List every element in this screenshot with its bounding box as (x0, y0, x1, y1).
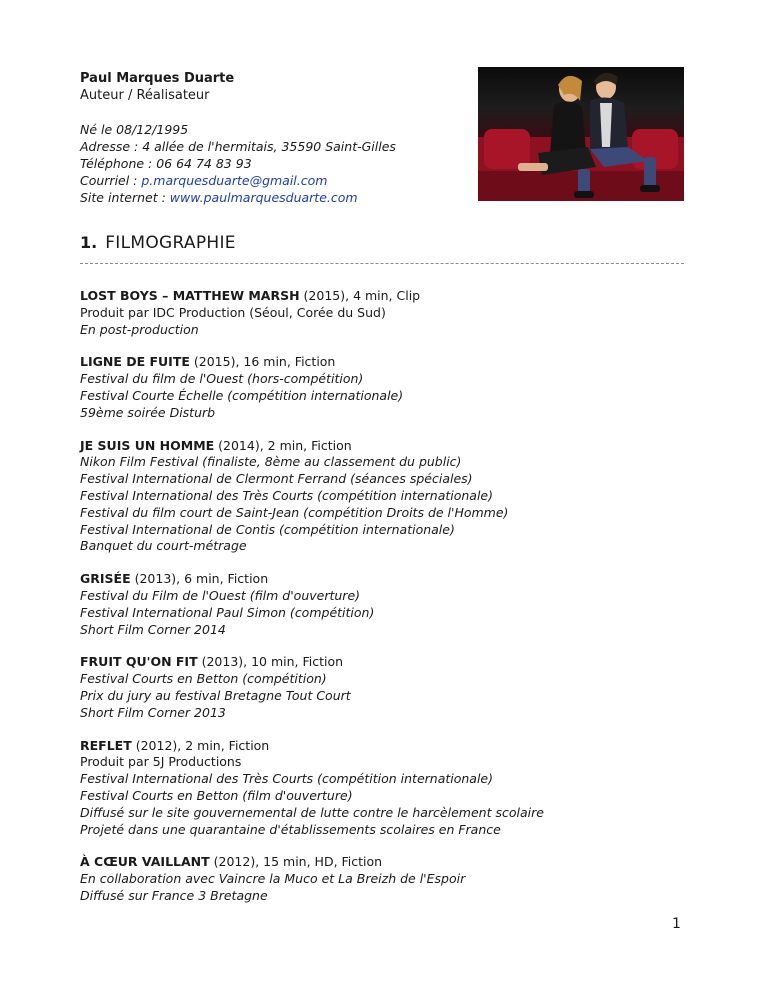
film-meta: (2014), 2 min, Fiction (214, 437, 352, 453)
address: Adresse : 4 allée de l'hermitais, 35590 Saint-Gilles (80, 139, 396, 154)
film-entry (80, 654, 684, 721)
film-note: Banquet du court-métrage (80, 538, 247, 554)
author-name: Paul Marques Duarte (80, 71, 235, 86)
website-line (80, 189, 480, 206)
film-note: Diffusé sur France 3 Bretagne (80, 887, 268, 903)
film-note: Festival du film de l'Ouest (hors-compétition) (80, 371, 364, 387)
film-entry (80, 288, 684, 338)
film-entry (80, 354, 684, 421)
film-note: Festival International de Clermont Ferrand (séances spéciales) (80, 471, 473, 487)
film-note: Festival International Paul Simon (compétition) (80, 604, 375, 620)
portrait-photo (478, 67, 684, 201)
film-meta: (2015), 16 min, Fiction (189, 354, 336, 370)
film-title: LIGNE DE FUITE (80, 354, 190, 370)
film-heading (80, 654, 684, 671)
film-note: Festival International des Très Courts (compétition internationale) (80, 771, 494, 787)
film-note: Nikon Film Festival (finaliste, 8ème au classement du public) (80, 454, 462, 470)
filmography-list (80, 288, 684, 921)
film-heading (80, 738, 684, 755)
film-note: Diffusé sur le site gouvernemental de lutte contre le harcèlement scolaire (80, 804, 544, 820)
film-entry (80, 854, 684, 904)
film-meta: (2015), 4 min, Clip (299, 288, 421, 303)
page-number: 1 (672, 916, 681, 932)
film-heading (80, 571, 684, 588)
film-title: FRUIT QU'ON FIT (80, 654, 198, 670)
film-heading (80, 438, 684, 455)
birth-date: Né le 08/12/1995 (80, 122, 189, 137)
film-meta: (2013), 6 min, Fiction (130, 571, 269, 587)
film-note: En collaboration avec Vaincre la Muco et La Breizh de l'Espoir (80, 871, 466, 887)
section-heading (80, 233, 684, 264)
film-note: Festival International des Très Courts (compétition internationale) (80, 487, 494, 503)
section-number: 1. (80, 233, 98, 252)
film-note: Festival Courte Échelle (compétition internationale) (80, 387, 404, 403)
film-note: Festival International de Contis (compétition internationale) (80, 521, 455, 537)
film-note: 59ème soirée Disturb (80, 404, 216, 420)
film-note: Short Film Corner 2014 (80, 621, 226, 637)
film-note: En post-production (80, 321, 199, 337)
film-meta: (2012), 15 min, HD, Fiction (209, 854, 383, 870)
film-note: Short Film Corner 2013 (80, 704, 226, 720)
film-title: À CŒUR VAILLANT (80, 854, 210, 870)
email-link[interactable]: p.marquesduarte@gmail.com (141, 173, 328, 188)
film-heading (80, 854, 684, 871)
contact-block (80, 121, 480, 206)
website-label: Site internet : (80, 190, 170, 205)
film-heading (80, 354, 684, 371)
film-meta: (2012), 2 min, Fiction (131, 737, 270, 753)
film-entry (80, 438, 684, 556)
film-production: Produit par 5J Productions (80, 754, 242, 770)
film-note: Festival du film court de Saint-Jean (compétition Droits de l'Homme) (80, 504, 509, 520)
film-entry (80, 738, 684, 839)
film-note: Prix du jury au festival Bretagne Tout Court (80, 687, 351, 703)
film-entry (80, 571, 684, 638)
film-title: GRISÉE (80, 571, 131, 587)
author-role: Auteur / Réalisateur (80, 88, 210, 103)
film-note: Festival Courts en Betton (film d'ouverture) (80, 787, 353, 803)
film-note: Festival Courts en Betton (compétition) (80, 671, 327, 687)
contact-header (80, 70, 480, 206)
film-note: Projeté dans une quarantaine d'établissements scolaires en France (80, 821, 501, 837)
website-link[interactable]: www.paulmarquesduarte.com (169, 190, 358, 205)
film-production: Produit par IDC Production (Séoul, Corée du Sud) (80, 304, 386, 320)
section-title: FILMOGRAPHIE (105, 233, 236, 253)
film-title: LOST BOYS – MATTHEW MARSH (80, 288, 300, 303)
film-note: Festival du Film de l'Ouest (film d'ouverture) (80, 587, 361, 603)
film-heading (80, 288, 684, 305)
phone: Téléphone : 06 64 74 83 93 (80, 156, 252, 171)
film-title: JE SUIS UN HOMME (80, 437, 215, 453)
film-meta: (2013), 10 min, Fiction (197, 654, 344, 670)
portrait-photo-illustration (478, 67, 684, 201)
email-label: Courriel : (80, 173, 142, 188)
film-title: REFLET (80, 737, 132, 753)
email-line (80, 172, 480, 189)
